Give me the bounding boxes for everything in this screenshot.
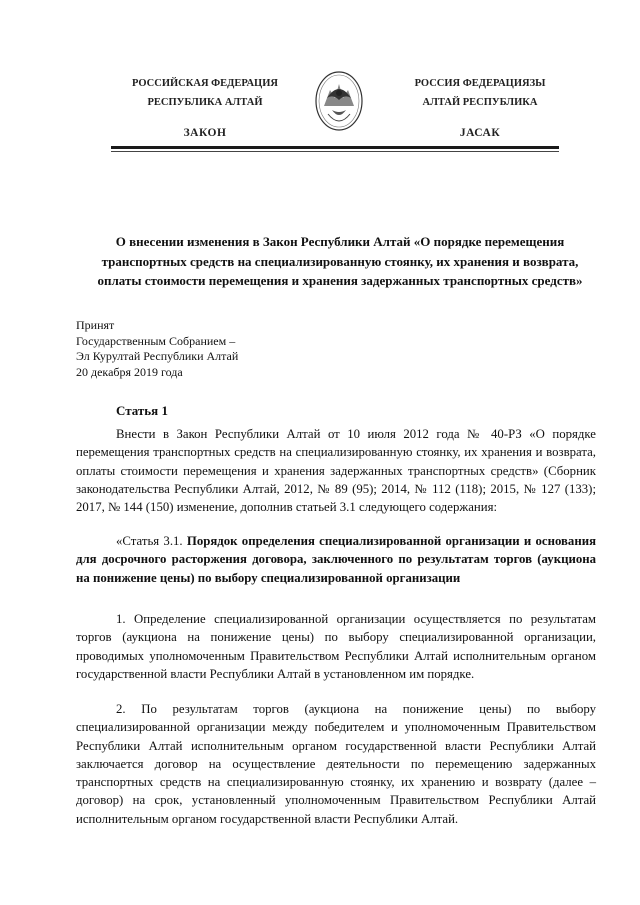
header-left [115, 74, 295, 143]
header-right [390, 74, 570, 143]
header-right-country: РОССИЯ ФЕДЕРАЦИЯЗЫ [414, 78, 546, 89]
point-2-block [76, 700, 596, 828]
adoption-info [76, 318, 238, 380]
point-1-block [76, 610, 596, 683]
new-article-block [76, 532, 596, 587]
coat-of-arms-emblem [314, 70, 364, 132]
header-divider-thin [111, 151, 559, 152]
header-left-law-label: ЗАКОН [183, 127, 227, 139]
adoption-line: Государственным Собранием – [76, 333, 236, 348]
adoption-line: Принят [76, 318, 115, 332]
point-1: 1. Определение специализированной организации осуществляется по результатам торгов (аукциона на понижение цены) по выбору специализированной организации, проводимых уполномоченным Правительством Республики Алтай исполнительным органом государственной власти Республики Алтай в установленном им порядке. [76, 612, 596, 681]
header-right-law-label: JАСАК [459, 127, 501, 139]
new-article-prefix: «Статья 3.1. [116, 534, 183, 548]
article-intro-block [76, 425, 596, 516]
point-2: 2. По результатам торгов (аукциона на понижение цены) по выбору специализированной организации между победителем и уполномоченным Правительством Республики Алтай исполнительным органом государственной власти Республики Алтай заключается договор на осуществление деятельности по перемещению задержанных транспортных средств на специализированную стоянку, их хранению и возврату (далее – договор) на срок, установленный уполномоченным Правительством Республики Алтай исполнительным органом государственной власти Республики Алтай. [76, 702, 596, 826]
header-left-country: РОССИЙСКАЯ ФЕДЕРАЦИЯ [132, 78, 278, 89]
law-title: О внесении изменения в Закон Республики Алтай «О порядке перемещения транспортных средств на специализированную стоянку, их хранения и возврата, оплаты стоимости перемещения и хранения задержанных транспортных средств» [97, 234, 583, 288]
header-divider-thick [111, 146, 559, 149]
article-intro: Внести в Закон Республики Алтай от 10 июля 2012 года № 40-РЗ «О порядке перемещения транспортных средств на специализированную стоянку, их хранения и возврата, оплаты стоимости перемещения и хранения задержанных транспортных средств» (Сборник законодательства Республики Алтай, 2012, № 89 (95); 2014, № 112 (118); 2015, № 127 (133); 2017, № 144 (150) изменение, дополнив статьей 3.1 следующего содержания: [76, 427, 596, 515]
header-right-republic: АЛТАЙ РЕСПУБЛИКА [422, 97, 538, 108]
new-article-heading [76, 532, 596, 587]
header-left-republic: РЕСПУБЛИКА АЛТАЙ [147, 97, 263, 108]
new-article-title: Порядок определения специализированной организации и основания для досрочного расторжения договора, заключенного по результатам торгов (аукциона на понижение цены) по выбору специализированной организации [76, 534, 596, 585]
adoption-date: 20 декабря 2019 года [76, 364, 183, 379]
article-heading: Статья 1 [116, 403, 168, 418]
adoption-line: Эл Курултай Республики Алтай [76, 349, 239, 363]
